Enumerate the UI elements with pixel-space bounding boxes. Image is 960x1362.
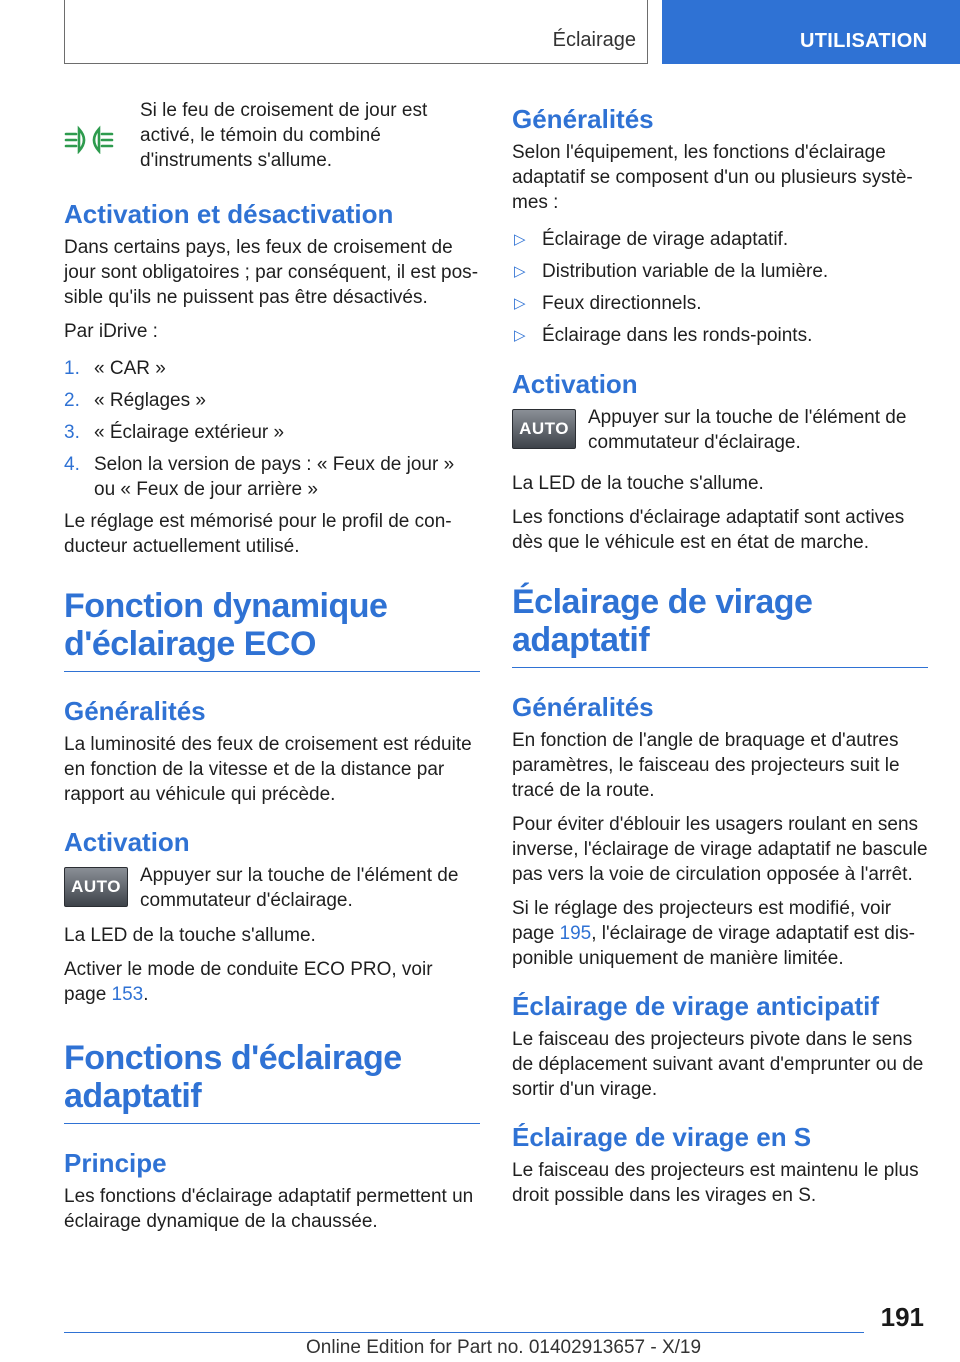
list-text: « Réglages » [94, 390, 206, 411]
list-text: « Éclairage extérieur » [94, 422, 285, 443]
list-item [512, 227, 928, 252]
list-item [512, 259, 928, 284]
paragraph: La LED de la touche s'allume. [64, 925, 316, 946]
list-item [64, 420, 480, 445]
chapter-title-adaptive-curve-lighting: Éclairage de virage adaptatif [512, 583, 928, 668]
chapter-title-adaptive-lighting: Fonctions d'éclairage adaptatif [64, 1039, 480, 1124]
section-title-general: Généralités [64, 696, 206, 726]
header-chapter-label: UTILISATION [800, 30, 928, 52]
auto-button-row [512, 405, 928, 455]
chapter-title-eco-lighting: Fonction dynamique d'éclairage ECO [64, 587, 480, 672]
paragraph: Selon l'équipement, les fonctions d'éclairage adaptatif se composent d'un ou plusieurs systèmes : [512, 142, 913, 213]
section-title-general: Généralités [512, 692, 654, 722]
auto-button-text: Appuyer sur la touche de l'élément de commutateur d'éclairage. [588, 407, 907, 453]
paragraph: Le faisceau des projecteurs pivote dans le sens de déplacement suivant avant d'emprunter ou de sortir d'un virage. [512, 1029, 924, 1100]
section-title-anticipatory-lighting: Éclairage de virage anticipatif [512, 991, 880, 1021]
paragraph: Par iDrive : [64, 321, 158, 342]
left-column [64, 98, 480, 1243]
text: Si le réglage des projecteurs est modifié, voir page [512, 898, 892, 944]
section-title-general: Généralités [512, 104, 654, 134]
page-link-153[interactable]: 153 [111, 984, 144, 1005]
list-text: Éclairage dans les ronds-points. [542, 325, 813, 346]
section-title-activation: Activation [512, 369, 638, 399]
paragraph: Les fonctions d'éclairage adaptatif sont actives dès que le véhicule est en état de marche. [512, 507, 905, 553]
list-number: 2. [64, 390, 80, 411]
daytime-running-light-icon [64, 124, 114, 154]
footer-divider [64, 1332, 864, 1333]
list-text: Distribution variable de la lumière. [542, 261, 829, 282]
header-section-title: Éclairage [552, 29, 636, 51]
list-text: Selon la version de pays : « Feux de jour » ou « Feux de jour arrière » [94, 454, 455, 500]
list-text: « CAR » [94, 358, 166, 379]
auto-button-icon [64, 867, 128, 907]
paragraph: Les fonctions d'éclairage adaptatif permettent un éclairage dynamique de la chaussée. [64, 1186, 474, 1232]
section-title-principle: Principe [64, 1148, 167, 1178]
paragraph: Le réglage est mémorisé pour le profil de conducteur actuellement utilisé. [64, 511, 452, 557]
section-title-activation: Activation [64, 827, 190, 857]
list-text: Éclairage de virage adaptatif. [542, 229, 789, 250]
auto-button-label: AUTO [71, 877, 121, 896]
section-title-activation-deactivation: Activation et désactivation [64, 199, 394, 229]
right-column [512, 98, 928, 1217]
list-number: 4. [64, 454, 80, 475]
list-item [64, 452, 480, 502]
page-number: 191 [880, 1302, 924, 1332]
paragraph: Pour éviter d'éblouir les usagers roulant en sens inverse, l'éclairage de virage adaptatif ne bascule pas vers la voie de circulation opposée à l'arrêt. [512, 814, 928, 885]
page-link-195[interactable]: 195 [559, 923, 592, 944]
paragraph: En fonction de l'angle de braquage et d'autres paramètres, le faisceau des projecteurs suit le tracé de la route. [512, 730, 900, 801]
header-chapter-tab [662, 0, 960, 64]
section-title-s-curve-lighting: Éclairage de virage en S [512, 1122, 812, 1152]
paragraph: La luminosité des feux de croisement est réduite en fonction de la vitesse et de la distance par rapport au véhicule qui précède. [64, 734, 472, 805]
drl-indicator-row [64, 98, 480, 173]
paragraph [512, 896, 928, 971]
auto-button-icon [512, 409, 576, 449]
list-item [64, 388, 480, 413]
text: Activer le mode de conduite ECO PRO, voir page [64, 959, 433, 1005]
adaptive-systems-list [512, 227, 928, 348]
paragraph: Dans certains pays, les feux de croisement de jour sont obligatoires ; par conséquent, il est possible qu'ils ne puissent pas être désactivés. [64, 237, 479, 308]
footer-edition: Online Edition for Part no. 01402913657 - X/19 [306, 1337, 702, 1358]
text: , l'éclairage de virage adaptatif est disponible uniquement de manière limitée. [512, 923, 915, 969]
list-item [512, 323, 928, 348]
paragraph: Le faisceau des projecteurs est maintenu le plus droit possible dans les virages en S. [512, 1160, 919, 1206]
bullet-triangle-icon: ▷ [514, 327, 526, 344]
text: . [143, 984, 149, 1005]
bullet-triangle-icon: ▷ [514, 295, 526, 312]
list-number: 3. [64, 422, 80, 443]
paragraph: La LED de la touche s'allume. [512, 473, 764, 494]
auto-button-text: Appuyer sur la touche de l'élément de commutateur d'éclairage. [140, 865, 459, 911]
icon-slot [64, 863, 140, 907]
bullet-triangle-icon: ▷ [514, 263, 526, 280]
list-number: 1. [64, 358, 80, 379]
list-text: Feux directionnels. [542, 293, 702, 314]
auto-button-label: AUTO [519, 419, 569, 438]
drl-indicator-text: Si le feu de croisement de jour est activé, le témoin du combiné d'instruments s'allume. [140, 100, 428, 171]
icon-slot [512, 405, 588, 449]
list-item [512, 291, 928, 316]
paragraph [64, 957, 480, 1007]
idrive-steps-list [64, 356, 480, 502]
bullet-triangle-icon: ▷ [514, 231, 526, 248]
icon-slot [64, 98, 140, 159]
list-item [64, 356, 480, 381]
auto-button-row [64, 863, 480, 913]
